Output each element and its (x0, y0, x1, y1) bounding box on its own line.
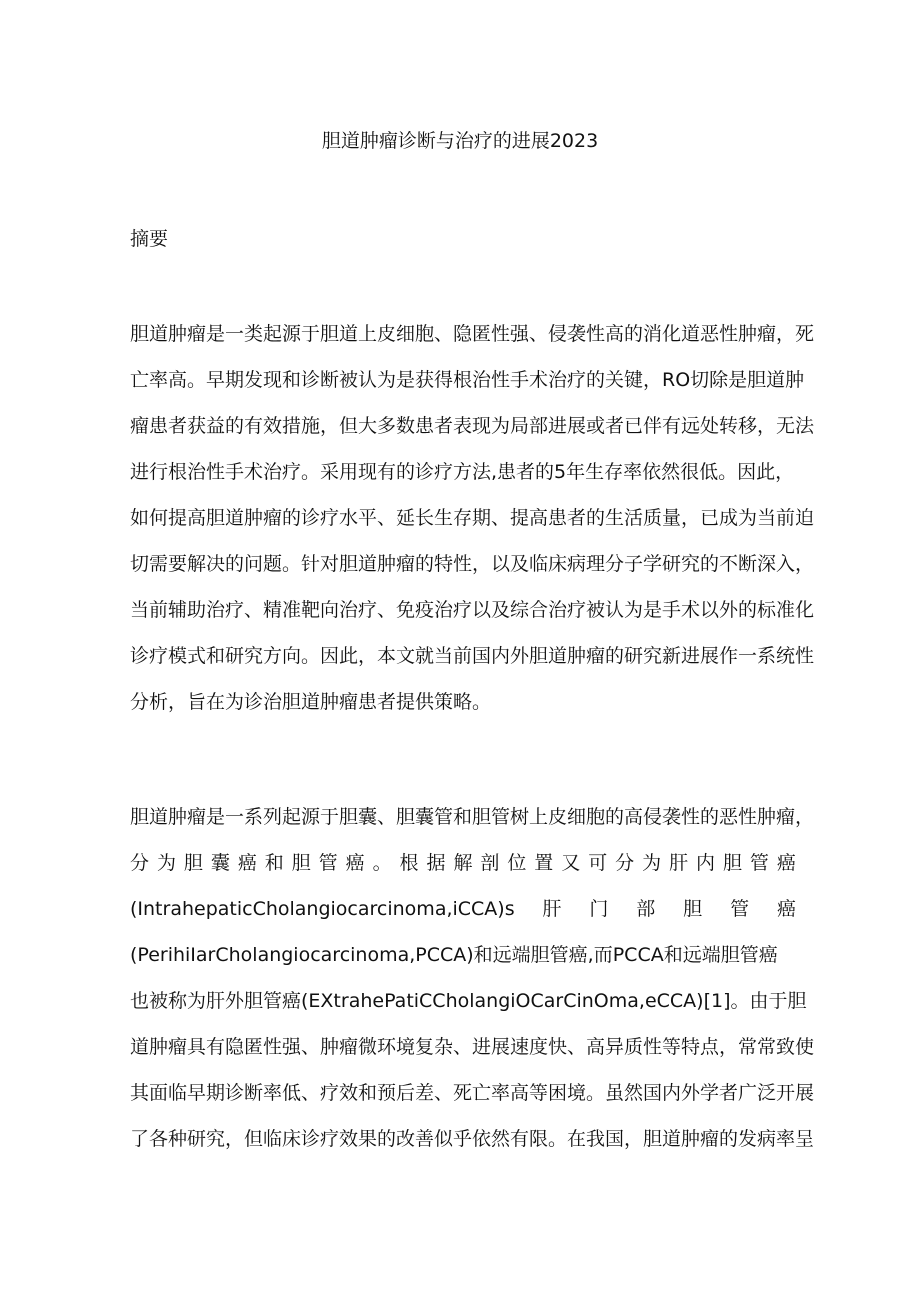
text-unit: 部 (636, 898, 656, 920)
text-unit: 管 (730, 898, 750, 920)
text-unit: 可 (588, 852, 608, 874)
text-line: 当前辅助治疗、精准靶向治疗、免疫治疗以及综合治疗被认为是手术以外的标准化 (130, 599, 815, 621)
text-unit: 剖 (480, 852, 500, 874)
text-unit: 和 (264, 852, 284, 874)
text-unit: 癌 (776, 852, 796, 874)
text-unit: 为 (156, 852, 176, 874)
text-unit: 又 (561, 852, 581, 874)
text-unit: 管 (318, 852, 338, 874)
text-unit: 据 (426, 852, 446, 874)
text-unit: 置 (534, 852, 554, 874)
text-unit: 肝 (669, 852, 689, 874)
text-unit: 为 (642, 852, 662, 874)
text-line-justified (130, 886, 796, 932)
text-unit: 胆 (291, 852, 311, 874)
text-line: 胆道肿瘤是一类起源于胆道上皮细胞、隐匿性强、侵袭性高的消化道恶性肿瘤，死 (130, 323, 815, 345)
text-unit: 癌 (345, 852, 365, 874)
text-unit: 门 (589, 898, 609, 920)
document-title: 胆道肿瘤诊断与治疗的进展2023 (321, 130, 599, 152)
text-unit: 肝 (542, 898, 562, 920)
text-unit: 管 (749, 852, 769, 874)
text-unit: 癌 (776, 898, 796, 920)
text-unit: 分 (615, 852, 635, 874)
text-unit: 位 (507, 852, 527, 874)
text-line: 诊疗模式和研究方向。因此，本文就当前国内外胆道肿瘤的研究新进展作一系统性 (130, 645, 815, 667)
text-line-justified (130, 840, 796, 886)
text-line: 如何提高胆道肿瘤的诊疗水平、延长生存期、提高患者的生活质量，已成为当前迫 (130, 507, 815, 529)
text-line: 切需要解决的问题。针对胆道肿瘤的特性，以及临床病理分子学研究的不断深入， (130, 553, 815, 575)
text-line: 其面临早期诊断率低、疗效和预后差、死亡率高等困境。虽然国内外学者广泛开展 (130, 1082, 815, 1104)
text-unit: 解 (453, 852, 473, 874)
intro-paragraph (130, 794, 815, 1162)
text-line: 了各种研究，但临床诊疗效果的改善似乎依然有限。在我国，胆道肿瘤的发病率呈 (130, 1128, 815, 1150)
text-unit: 。 (372, 852, 392, 874)
text-unit: (IntrahepaticCholangiocarcinoma,iCCA)s (130, 898, 515, 920)
text-unit: 囊 (210, 852, 230, 874)
text-unit: 分 (130, 852, 150, 874)
text-line: (PerihiIarCholangiocarcinoma,PCCA)和远端胆管癌,而PCCA和远端胆管癌 (130, 944, 778, 966)
text-unit: 根 (399, 852, 419, 874)
text-unit: 胆 (683, 898, 703, 920)
text-line: 道肿瘤具有隐匿性强、肿瘤微环境复杂、进展速度快、高异质性等特点，常常致使 (130, 1036, 815, 1058)
text-unit: 内 (696, 852, 716, 874)
abstract-heading: 摘要 (130, 228, 169, 250)
text-unit: 胆 (722, 852, 742, 874)
text-line: 也被称为肝外胆管癌(EXtrahePatiCCholangiOCarCinOma,eCCA)[1]。由于胆 (130, 990, 807, 1012)
text-line: 分析，旨在为诊治胆道肿瘤患者提供策略。 (130, 691, 492, 713)
text-unit: 胆 (183, 852, 203, 874)
text-unit: 癌 (237, 852, 257, 874)
text-line: 瘤患者获益的有效措施，但大多数患者表现为局部进展或者已伴有远处转移，无法 (130, 415, 815, 437)
text-line: 胆道肿瘤是一系列起源于胆囊、胆囊管和胆管树上皮细胞的高侵袭性的恶性肿瘤， (130, 806, 815, 828)
abstract-paragraph (130, 311, 815, 725)
text-line: 进行根治性手术治疗。采用现有的诊疗方法,患者的5年生存率依然很低。因此， (130, 461, 795, 483)
text-line: 亡率高。早期发现和诊断被认为是获得根治性手术治疗的关键，RO切除是胆道肿 (130, 369, 805, 391)
